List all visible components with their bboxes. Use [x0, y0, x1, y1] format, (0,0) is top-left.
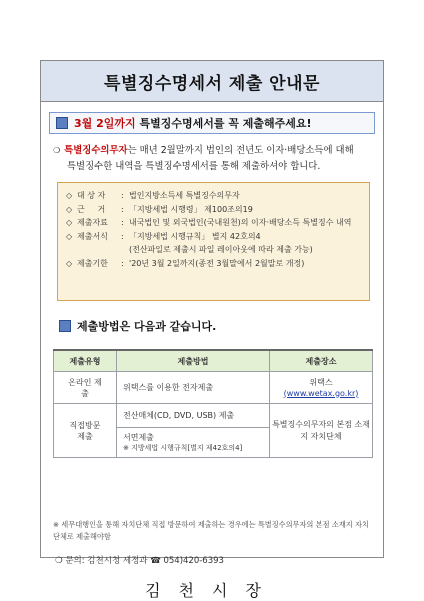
diamond-bullet-icon: ◇ [66, 231, 73, 241]
info-row-form-note [66, 243, 361, 257]
notice-document [40, 60, 384, 600]
issuer-signature: 김천시장 [145, 581, 279, 600]
place-cell [270, 372, 373, 404]
notice-text [74, 115, 312, 131]
place-cell: 특별징수의무자의 본점 소재지 자치단체 [270, 404, 373, 458]
method-cell: 전산매체(CD, DVD, USB) 제출 [117, 404, 270, 428]
submission-methods-table [53, 349, 373, 458]
info-row-deadline: ◇ 제출기한 : '20년 3월 2일까지(종전 3월말에서 2월말로 개정) [66, 257, 361, 271]
info-value: 법인지방소득세 특별징수의무자 [129, 191, 240, 200]
deadline-notice [49, 112, 375, 134]
table-row [54, 404, 373, 428]
diamond-bullet-icon: ◇ [66, 258, 73, 268]
method-cell: 위택스를 이용한 전자제출 [117, 372, 270, 404]
method-cell [117, 428, 270, 458]
info-label: 대 상 자 [77, 191, 106, 200]
square-bullet-icon [59, 320, 71, 332]
column-header: 제출유형 [54, 350, 117, 372]
type-cell: 직접방문 제출 [54, 404, 117, 458]
diamond-bullet-icon: ◇ [66, 191, 73, 200]
info-box [57, 182, 370, 301]
info-value: 내국법인 및 외국법인(국내원천)의 이자·배당소득 특별징수 내역 [129, 218, 352, 228]
method-heading-text: 제출방법은 다음과 같습니다. [77, 320, 217, 333]
notice-message: 특별징수명세서를 꼭 제출해주세요! [135, 117, 312, 130]
method-text: 서면제출 [123, 432, 154, 442]
column-header: 제출장소 [270, 350, 373, 372]
notice-deadline: 3월 2일까지 [74, 117, 136, 130]
diamond-bullet-icon: ◇ [66, 204, 73, 214]
info-label: 제출기한 [77, 258, 108, 268]
info-value: 「지방세법 시행규칙」 별지 42호의4 [129, 231, 261, 241]
info-label: 제출서식 [77, 231, 108, 241]
contact-info: ❍ 문의: 김천시청 세정과 ☎ 054)420-6393 [55, 556, 224, 566]
diamond-bullet-icon: ◇ [66, 218, 73, 228]
table-row [54, 372, 373, 404]
footnote: ※ 세무대행인을 통해 자치단체 직접 방문하여 제출하는 경우에는 특별징수의무자의 본점 소재지 자치단체로 제출해야함 [53, 520, 369, 541]
info-value: 「지방세법 시행령」 제100조의19 [129, 204, 253, 214]
info-row-form: ◇ 제출서식 : 「지방세법 시행규칙」 별지 42호의4 [66, 230, 361, 244]
info-label: 근 거 [77, 204, 106, 214]
info-row-materials: ◇ 제출자료 : 내국법인 및 외국법인(국내원천)의 이자·배당소득 특별징수 내역 [66, 216, 361, 230]
info-row-basis: ◇ 근 거 : 「지방세법 시행령」 제100조의19 [66, 203, 361, 217]
title-bar [41, 61, 383, 102]
page-title: 특별징수명세서 제출 안내문 [104, 73, 320, 94]
intro-line2: 특별징수한 내역을 특별징수명세서를 통해 제출하셔야 합니다. [67, 161, 321, 172]
place-text: 위택스 [309, 377, 333, 387]
column-header: 제출방법 [117, 350, 270, 372]
info-value: (전산파일로 제출시 파일 레이아웃에 따라 제출 가능) [129, 245, 313, 255]
intro-paragraph [53, 143, 378, 175]
method-heading [53, 318, 216, 334]
method-note: ※ 지방세법 시행규칙[별지 제42호의4] [123, 443, 243, 452]
info-label: 제출자료 [77, 218, 108, 228]
circle-bullet-icon: ❍ [53, 146, 61, 155]
type-cell: 온라인 제출 [54, 372, 117, 404]
wetax-link[interactable]: (www.wetax.go.kr) [283, 388, 359, 398]
intro-line1: 는 매년 2월말까지 법인의 전년도 이자·배당소득에 대해 [127, 145, 354, 156]
info-value: '20년 3월 2일까지(종전 3월말에서 2월말로 개정) [129, 258, 305, 268]
square-bullet-icon [56, 117, 68, 129]
intro-subject: 특별징수의무자 [64, 145, 128, 156]
info-row-target: ◇ 대 상 자 : 법인지방소득세 특별징수의무자 [66, 189, 361, 203]
table-header-row [54, 350, 373, 372]
